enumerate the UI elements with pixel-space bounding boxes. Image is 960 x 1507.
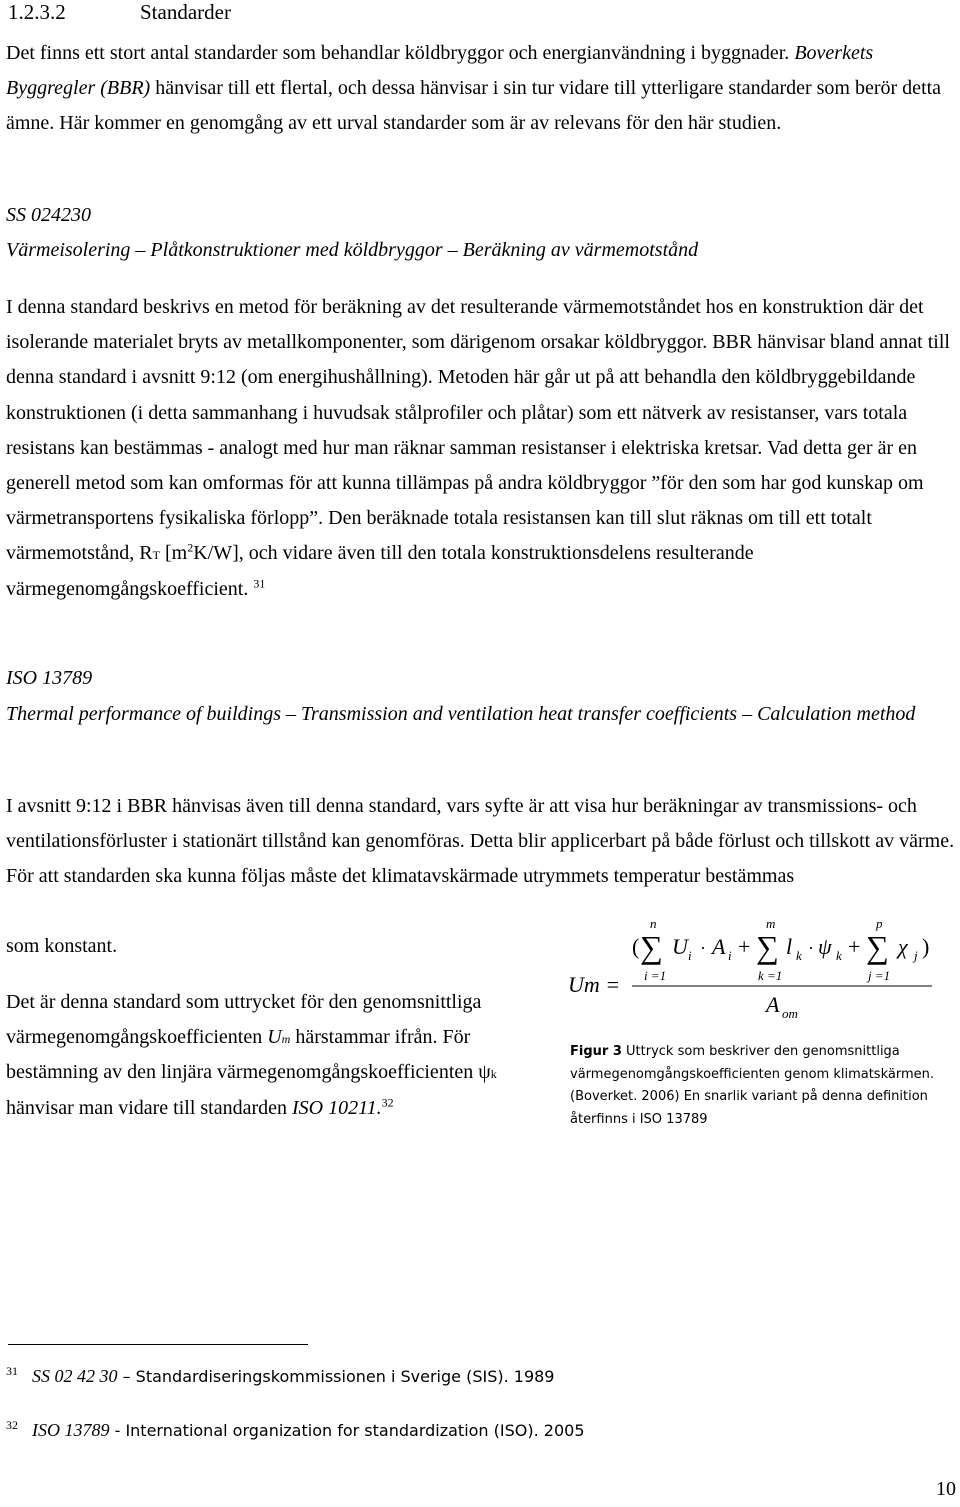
term-a-sub: i xyxy=(728,948,732,963)
formula-open-paren: ( xyxy=(632,934,640,959)
intro-text-1: Det finns ett stort antal standarder som behandlar köldbryggor och energianvändning i byggnader. xyxy=(6,42,790,64)
std1-sup-2: 2 xyxy=(187,540,194,555)
dot-1: · xyxy=(700,938,706,958)
std2-body-text: I avsnitt 9:12 i BBR hänvisas även till denna standard, vars syfte är att visa hur beräkningar av transmissions- och ventilationsförluster i stationärt tillstånd kan genomföras. Detta blir applicerbart på både förlust och tillskott av värme. För att standarden ska kunna följas måste det klimatavskärmade utrymmets temperatur bestämmas xyxy=(6,795,955,888)
term-l: l xyxy=(786,934,793,959)
term-u-sub: i xyxy=(688,948,692,963)
footnote-31-text: – Standardiseringskommissionen i Sverige (SIS). 1989 xyxy=(117,1367,555,1386)
term-a: A xyxy=(712,934,726,959)
footnote-ref-32: 32 xyxy=(381,1094,394,1109)
sum1-lower: i =1 xyxy=(644,968,667,983)
formula-close-paren: ) xyxy=(922,934,930,959)
um-formula xyxy=(560,908,960,1028)
std2-body xyxy=(6,789,956,895)
footnote-32-text: - International organization for standardization (ISO). 2005 xyxy=(109,1421,585,1440)
term-psi-sub: k xyxy=(836,948,842,963)
sum3-upper: p xyxy=(876,916,883,931)
term-u: U xyxy=(672,934,688,959)
std1-unit-a: [m xyxy=(159,542,188,565)
page-number: 10 xyxy=(936,1478,956,1500)
sum3-sigma: ∑ xyxy=(866,929,889,965)
std2-code: ISO 13789 xyxy=(6,667,93,689)
footnote-ref-31: 31 xyxy=(253,575,266,590)
dot-2: · xyxy=(808,938,814,958)
plus-1: + xyxy=(738,934,751,959)
std1-title: Värmeisolering – Plåtkonstruktioner med köldbryggor – Beräkning av värmemotstånd xyxy=(6,239,699,261)
psi-sub: k xyxy=(490,1067,497,1082)
bbr-reference: Boverkets Byggregler (BBR) xyxy=(6,42,874,100)
std1-body xyxy=(6,290,956,607)
iso-10211-ref: ISO 10211. xyxy=(292,1096,382,1119)
sum2-lower: k =1 xyxy=(758,968,783,983)
um-symbol: U xyxy=(267,1026,282,1049)
std2-p2b: härstammar ifrån. För bestämning av den linjära värmegenomgångskoefficienten ψ xyxy=(6,1026,491,1084)
footnote-32 xyxy=(6,1418,585,1441)
std2-title: Thermal performance of buildings – Transmission and ventilation heat transfer coefficients – Calculation method xyxy=(6,703,916,725)
std1-unit-b: K/W], och vidare även till den totala konstruktionsdelens resulterande värmegenomgångskoefficient. xyxy=(6,542,754,600)
intro-paragraph xyxy=(6,36,956,142)
footnote-separator xyxy=(8,1344,308,1345)
std1-sub-t: T xyxy=(152,548,160,563)
figure-text: Uttryck som beskriver den genomsnittliga värmegenomgångskoefficienten genom klimatskärmen.(Boverket. 2006) En snarlik variant på denna definition återfinns i ISO 13789 xyxy=(570,1044,934,1127)
um-sub: m xyxy=(281,1032,291,1047)
sum2-sigma: ∑ xyxy=(756,929,779,965)
intro-text-2: hänvisar till ett flertal, och dessa hänvisar i sin tur vidare till ytterligare standarder som berör detta ämne. Här kommer en genomgång av ett urval standarder som är av relevans för den här studien. xyxy=(6,77,942,135)
std1-code: SS 024230 xyxy=(6,204,91,226)
term-l-sub: k xyxy=(796,948,802,963)
sum1-sigma: ∑ xyxy=(640,929,663,965)
plus-2: + xyxy=(848,934,861,959)
footnote-31-ref: SS 02 42 30 xyxy=(32,1366,118,1386)
footnote-32-ref: ISO 13789 xyxy=(32,1420,110,1440)
footnote-32-num: 32 xyxy=(6,1418,18,1432)
sum2-upper: m xyxy=(766,916,776,931)
formula-lhs: Um = xyxy=(568,972,621,997)
figure-label: Figur 3 xyxy=(570,1044,622,1059)
figure-caption xyxy=(570,1041,950,1131)
sum1-upper: n xyxy=(650,916,657,931)
std1-body-text: I denna standard beskrivs en metod för beräkning av det resulterande värmemotståndet hos en konstruktion där det isolerande materialet bryts av metallkomponenter, som därigenom orsakar köldbryggor. BBR hänvisar bland annat till denna standard i avsnitt 9:12 (om energihushållning). Metoden här går ut på att behandla den köldbryggebildande konstruktionen (i detta sammanhang i huvudsak stålprofiler och plåtar) som ett nätverk av resistanser, vars totala resistans kan bestämmas - analogt med hur man räknar samman resistanser i elektriska kretsar. Vad detta ger är en generell metod som kan omformas för att kunna tillämpas på andra köldbryggor ”för den som har god kunskap om värmetransportens fysikaliska förlopp”. Den beräknade totala resistansen kan till slut räknas om till ett totalt värmemotstånd, R xyxy=(6,296,950,565)
term-psi: ψ xyxy=(818,934,832,959)
footnote-31-num: 31 xyxy=(6,1364,18,1378)
std2-um-paragraph xyxy=(6,985,554,1126)
term-chi: χ xyxy=(898,934,908,959)
section-title: Standarder xyxy=(140,0,231,24)
std2-p2c: hänvisar man vidare till standarden xyxy=(6,1096,293,1119)
std2-p2a: Det är denna standard som uttrycket för den genomsnittliga värmegenomgångskoefficienten xyxy=(6,991,482,1049)
section-number: 1.2.3.2 xyxy=(8,0,66,24)
std2-body-tail: som konstant. xyxy=(6,935,118,957)
term-chi-sub: j xyxy=(914,948,918,963)
footnote-31 xyxy=(6,1364,554,1387)
denominator-a: A xyxy=(766,992,780,1017)
denominator-sub: om xyxy=(782,1006,798,1021)
sum3-lower: j =1 xyxy=(868,968,891,983)
